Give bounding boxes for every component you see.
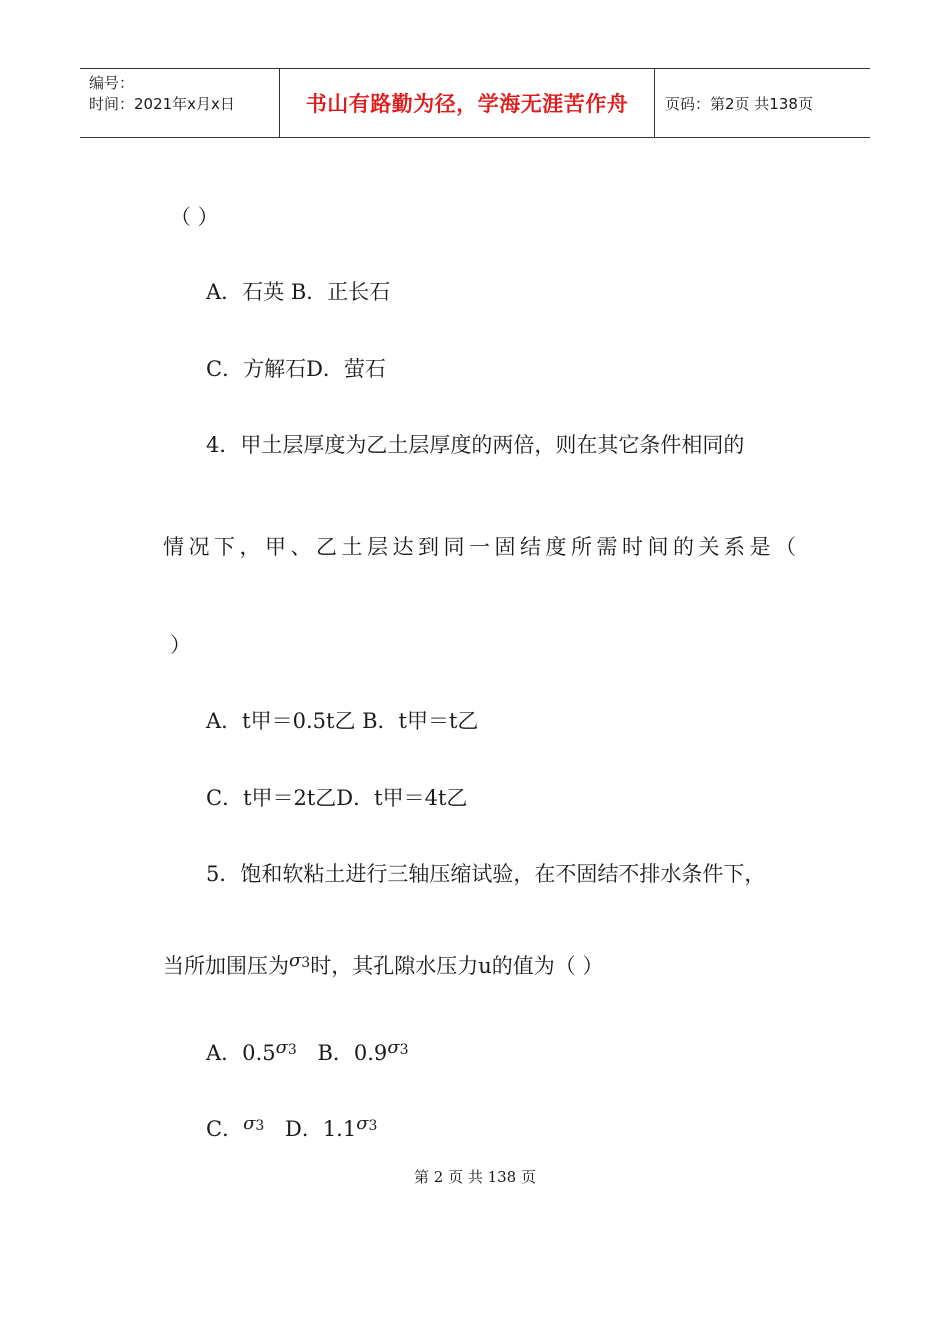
q5-stem-pre: 当所加围压为 <box>163 954 289 978</box>
answer-paren: （ ） <box>170 205 219 229</box>
q4-stem-line3: ） <box>170 633 191 657</box>
sigma-symbol: σ <box>356 1113 369 1134</box>
q5-option-c: C． <box>206 1117 244 1141</box>
q5-stem-post: 时，其孔隙水压力u的值为（ ） <box>310 954 604 978</box>
q3-options-cd: C．方解石D．萤石 <box>206 357 386 381</box>
q5-option-d: D．1.1 <box>284 1117 357 1141</box>
q4-options-cd: C．t甲＝2t乙D．t甲＝4t乙 <box>206 786 468 810</box>
q5-options-ab <box>206 1037 409 1067</box>
sigma-symbol: σ <box>387 1037 400 1058</box>
q5-options-cd <box>206 1113 377 1143</box>
q5-option-a: A．0.5 <box>206 1041 276 1065</box>
time-label: 时间：2021年x月x日 <box>89 95 235 113</box>
header-motto: 书山有路勤为径，学海无涯苦作舟 <box>280 69 655 137</box>
q5-option-b: B．0.9 <box>317 1041 388 1065</box>
sigma-symbol: σ <box>275 1037 288 1058</box>
q4-stem-line1: 4．甲土层厚度为乙土层厚度的两倍，则在其它条件相同的 <box>206 433 745 457</box>
subscript-3: 3 <box>368 1118 378 1134</box>
number-label: 编号： <box>89 74 135 92</box>
sigma-symbol: σ <box>289 950 302 971</box>
header-page-info: 页码：第2页 共138页 <box>665 94 813 113</box>
page-footer: 第 2 页 共 138 页 <box>413 1168 536 1186</box>
page-header <box>80 68 870 138</box>
q5-stem-line1: 5．饱和软粘土进行三轴压缩试验，在不固结不排水条件下， <box>206 862 766 886</box>
q4-options-ab: A．t甲＝0.5t乙 B．t甲＝t乙 <box>206 709 479 733</box>
q5-stem-line2 <box>163 950 603 980</box>
q3-options-ab: A．石英 B．正长石 <box>206 280 391 304</box>
subscript-3: 3 <box>287 1042 297 1058</box>
q4-stem-line2: 情况下，甲、乙土层达到同一固结度所需时间的关系是（ <box>163 535 801 559</box>
subscript-3: 3 <box>255 1118 265 1134</box>
header-meta <box>80 69 280 137</box>
sigma-symbol: σ <box>243 1113 256 1134</box>
subscript-3: 3 <box>301 955 311 971</box>
subscript-3: 3 <box>399 1042 409 1058</box>
